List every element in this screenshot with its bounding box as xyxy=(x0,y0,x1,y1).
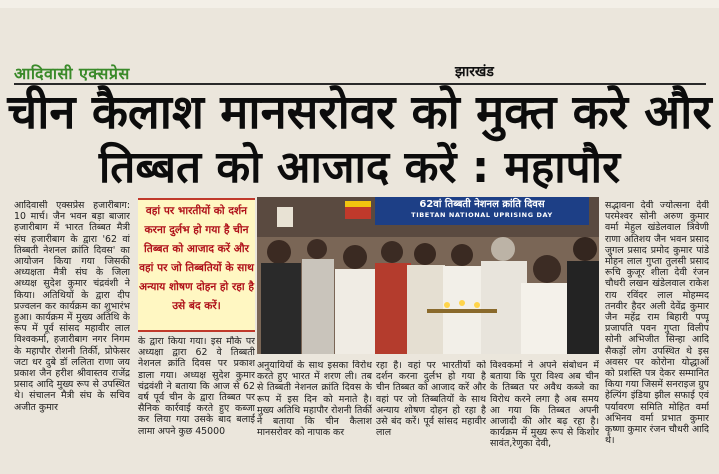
headline-line-1: चीन कैलाश मानसरोवर को मुक्त करे और xyxy=(7,85,712,140)
photo-banner-text xyxy=(379,199,585,223)
lamp-flame xyxy=(444,302,450,308)
lamp-stand xyxy=(427,309,497,313)
article-column-1 xyxy=(14,200,130,462)
article-text-col2: के द्वारा किया गया। इस मौके पर अध्यक्षा द्वारा 62 वे तिब्बती नेशनल क्रांति दिवस पर प्रकाश डाला गया। अध्यक्ष सुदेश कुमार चंद्रवंशी ने बताया कि आज से 62 वर्ष पूर्व चीन के द्वारा तिब्बत पर सैनिक कार्रवाई करते हुए कब्जा कर लिया गया उसके बाद बलाई लामा अपने कुछ 45000 xyxy=(138,336,255,437)
pull-quote-text: वहां पर भारतीयों को दर्शन करना दुर्लभ हो गया है चीन तिब्बत को आजाद करें और वहां पर जो तिब्बतियों के साथ अन्याय शोषण दोहन हो रहा है उसे बंद करें। xyxy=(139,205,254,312)
photo-banner-title: 62वां तिब्बती नेशनल क्रांति दिवस xyxy=(419,199,545,210)
section-name: झारखंड xyxy=(455,64,494,80)
article-text-col3: अनुयायियों के साथ इसका विरोध करते हुए भारत में शरण ली। तब से तिब्बती नेशनल क्रांति दिवस के रूप में इस दिन को मनाते है। मुख्य अतिथि महापौर रोशनी तिर्की ने बताया कि चीन कैलाश मानसरोवर को नापाक कर xyxy=(257,360,372,439)
page-top-strip xyxy=(0,0,719,8)
article-column-2 xyxy=(138,336,255,462)
paper-name: आदिवासी एक्सप्रेस xyxy=(14,64,130,83)
article-column-right xyxy=(605,200,709,462)
article-column-4 xyxy=(376,360,486,462)
article-column-3 xyxy=(257,360,372,462)
article-column-5 xyxy=(490,360,599,462)
pull-quote xyxy=(138,198,255,332)
article-text-col1: आदिवासी एक्सप्रेस हजारीबाग: 10 मार्च। जैन भवन बड़ा बाजार हजारीबाग में भारत तिब्बत मैत्री संघ हजारीबाग के द्वारा '62 वां तिब्बती नेशनल क्रांति दिवस' का आयोजन किया गया जिसकी अध्यक्षता मैत्री संघ के जिला अध्यक्ष सुदेश कुमार चंद्रवंशी ने किया। अतिथियों के द्वारा दीप प्रज्वलन कर कार्यक्रम का शुभारंभ हुआ। कार्यक्रम में मुख्य अतिथि के रूप में पूर्व सांसद महावीर लाल विश्वकर्मा, हजारीबाग नगर निगम के महापौर रोशनी तिर्की, प्रोफेसर जटा धर दुबे डॉ ललिता राणा जय प्रकाश जैन हरीश श्रीवास्तव राजेंद्र प्रसाद आदि मुख्य रूप से उपस्थित थे। संचालन मैत्री संघ के सचिव अजीत कुमार xyxy=(14,200,130,413)
photo-banner-subtitle: TIBETAN NATIONAL UPRISING DAY xyxy=(411,211,553,219)
event-photo xyxy=(257,197,599,354)
article-text-col4: रहा है। वहां पर भारतीयों को दर्शन करना दुर्लभ हो गया है चीन तिब्बत को आजाद करें और वहां पर जो तिब्बतियों के साथ अन्याय शोषण दोहन हो रहा है उसे बंद करें। पूर्व सांसद महावीर लाल xyxy=(376,360,486,439)
headline-line-2: तिब्बत को आजाद करें : महापौर xyxy=(98,142,621,193)
article-text-col5: विश्वकर्मा ने अपने संबोधन में बताया कि पूरा विश्व अब चीन के तिब्बत पर अवैध कब्जे का विरोध करने लगा है अब समय आ गया कि तिब्बत अपनी आजादी की ओर बढ़ रहा है। कार्यक्रम में मुख्य रूप से किशोर सावंत,रेणुका देवी, xyxy=(490,360,599,450)
article-text-right: सद्भावना देवी ज्योत्सना देवी परमेश्वर सोनी अरुण कुमार वर्मा मेहुल खंडेलवाल त्रिवेणी राणा अतिशय जैन भवन प्रसाद जुगल प्रसाद प्रमोद कुमार पांडे मोहन लाल गुप्ता तुलसी प्रसाद रूचि कुजूर शीला देवी रंजन चौधरी लखन खंडेलवाल राकेश राय रविंदर लाल मोहम्मद तनवीर हैदर अली देवेंद्र कुमार जैन महेंद्र राम बिहारी पप्पू प्रजापति पवन गुप्ता विलीप सोनी अभिजीत सिन्हा आदि सैकड़ों लोग उपस्थित थे इस अवसर पर कोरोना योद्धाओं को प्रशस्ति पत्र देकर सम्मानित किया गया जिसमें सनराइज ग्रुप हेल्पिंग इंडिया झील सफाई एवं पर्यावरण समिति मोहित वर्मा अभिनव वर्मा प्रभात कुमार कृष्णा कुमार रंजन चौधरी आदि थे। xyxy=(605,200,709,447)
